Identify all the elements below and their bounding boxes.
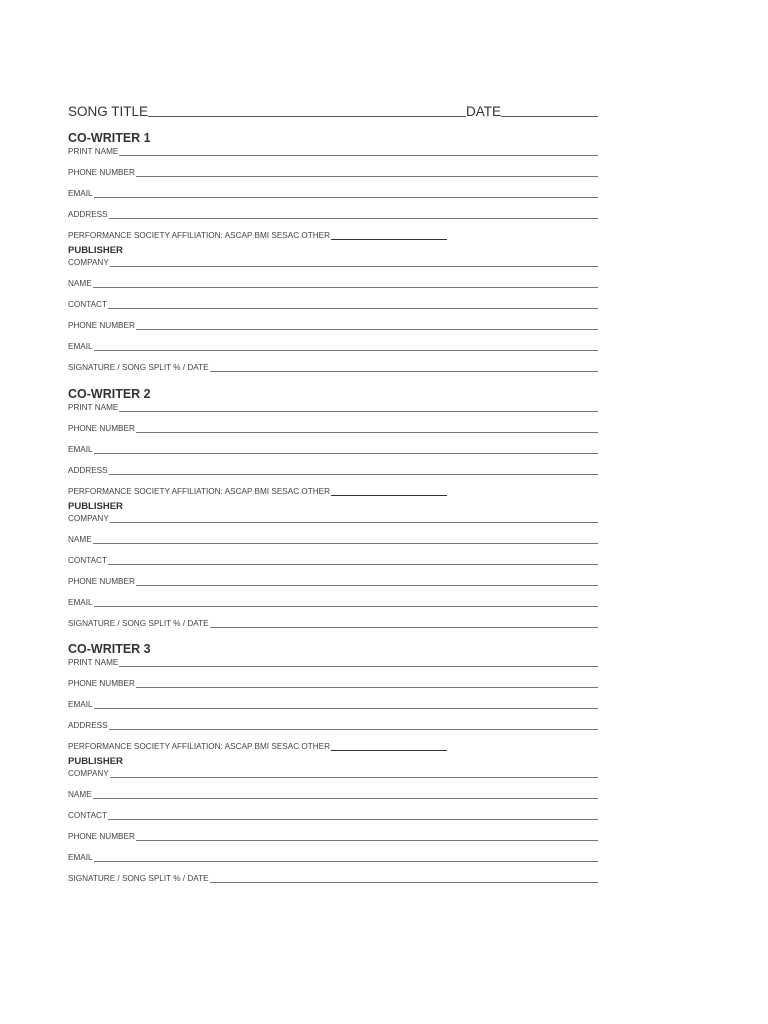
contact-field[interactable]: CONTACT [68, 554, 598, 566]
address-field[interactable]: ADDRESS [68, 208, 598, 220]
song-title-line[interactable] [148, 113, 466, 117]
company-field[interactable]: COMPANY [68, 512, 598, 524]
co-writer-1-section [68, 131, 598, 373]
print-name-field[interactable]: PRINT NAME [68, 145, 598, 157]
address-field[interactable]: ADDRESS [68, 464, 598, 476]
song-title-row [68, 101, 598, 119]
print-name-field[interactable]: PRINT NAME [68, 656, 598, 668]
email-field[interactable]: EMAIL [68, 698, 598, 710]
affiliation-field[interactable]: PERFORMANCE SOCIETY AFFILIATION: ASCAP BMI SESAC OTHER [68, 229, 598, 241]
publisher-phone-field[interactable]: PHONE NUMBER [68, 575, 598, 587]
publisher-email-field[interactable]: EMAIL [68, 340, 598, 352]
publisher-heading: PUBLISHER [68, 245, 123, 256]
publisher-phone-field[interactable]: PHONE NUMBER [68, 319, 598, 331]
publisher-phone-field[interactable]: PHONE NUMBER [68, 830, 598, 842]
name-field[interactable]: NAME [68, 533, 598, 545]
date-line[interactable] [501, 113, 598, 117]
company-field[interactable]: COMPANY [68, 256, 598, 268]
publisher-email-field[interactable]: EMAIL [68, 596, 598, 608]
co-writer-2-section [68, 387, 598, 629]
address-field[interactable]: ADDRESS [68, 719, 598, 731]
name-field[interactable]: NAME [68, 277, 598, 289]
co-writer-heading: CO-WRITER 1 [68, 131, 151, 145]
publisher-heading: PUBLISHER [68, 756, 123, 767]
co-writer-3-section [68, 642, 598, 884]
date-label: DATE [466, 104, 502, 119]
signature-field[interactable]: SIGNATURE / SONG SPLIT % / DATE [68, 617, 598, 629]
contact-field[interactable]: CONTACT [68, 809, 598, 821]
name-field[interactable]: NAME [68, 788, 598, 800]
affiliation-field[interactable]: PERFORMANCE SOCIETY AFFILIATION: ASCAP BMI SESAC OTHER [68, 485, 598, 497]
phone-number-field[interactable]: PHONE NUMBER [68, 166, 598, 178]
signature-field[interactable]: SIGNATURE / SONG SPLIT % / DATE [68, 361, 598, 373]
phone-number-field[interactable]: PHONE NUMBER [68, 677, 598, 689]
email-field[interactable]: EMAIL [68, 443, 598, 455]
publisher-email-field[interactable]: EMAIL [68, 851, 598, 863]
print-name-field[interactable]: PRINT NAME [68, 401, 598, 413]
co-writer-heading: CO-WRITER 3 [68, 642, 151, 656]
co-writer-heading: CO-WRITER 2 [68, 387, 151, 401]
publisher-heading: PUBLISHER [68, 501, 123, 512]
phone-number-field[interactable]: PHONE NUMBER [68, 422, 598, 434]
contact-field[interactable]: CONTACT [68, 298, 598, 310]
email-field[interactable]: EMAIL [68, 187, 598, 199]
signature-field[interactable]: SIGNATURE / SONG SPLIT % / DATE [68, 872, 598, 884]
song-title-label: SONG TITLE [68, 104, 149, 119]
affiliation-field[interactable]: PERFORMANCE SOCIETY AFFILIATION: ASCAP BMI SESAC OTHER [68, 740, 598, 752]
company-field[interactable]: COMPANY [68, 767, 598, 779]
